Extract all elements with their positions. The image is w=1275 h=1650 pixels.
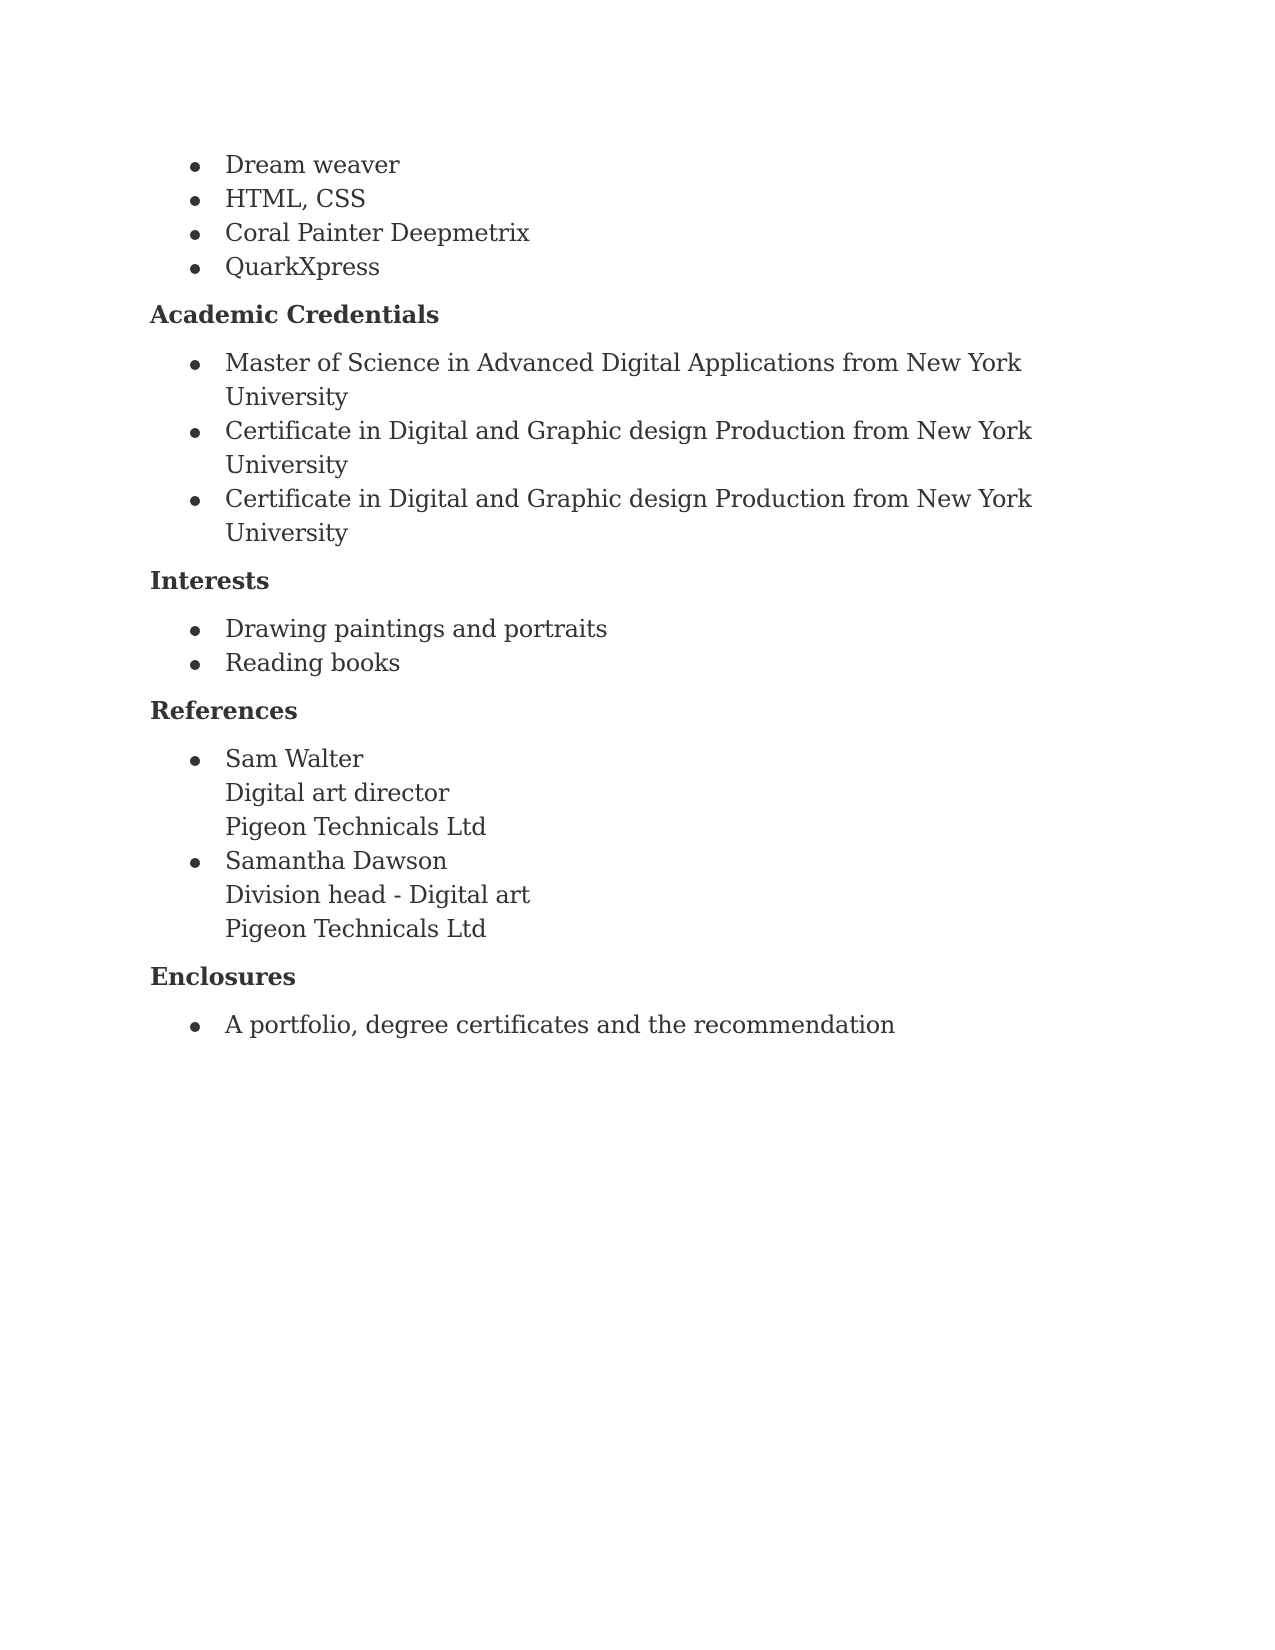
bullet-icon [190,496,200,506]
bullet-icon [190,264,200,274]
reference-company: Pigeon Technicals Ltd [225,915,487,943]
list-item: Certificate in Digital and Graphic design Production from New York University [150,414,1150,482]
enclosures-heading: Enclosures [150,962,296,991]
academic-credentials-heading: Academic Credentials [150,300,440,329]
bullet-icon [190,660,200,670]
references-heading: References [150,696,298,725]
enclosures-list [150,1008,1150,1042]
references-list [150,742,1150,946]
list-item: Reading books [150,646,1150,680]
bullet-icon [190,626,200,636]
bullet-icon [190,360,200,370]
bullet-icon [190,858,200,868]
reference-company: Pigeon Technicals Ltd [225,813,487,841]
bullet-icon [190,162,200,172]
resume-content [150,148,1150,1042]
bullet-icon [190,428,200,438]
list-item: Master of Science in Advanced Digital Applications from New York University [150,346,1150,414]
bullet-icon [190,1022,200,1032]
list-item: QuarkXpress [150,250,1150,284]
reference-title: Division head - Digital art [225,881,530,909]
reference-name: Samantha Dawson [225,847,448,875]
bullet-icon [190,756,200,766]
academic-credentials-list [150,346,1150,550]
software-skills-list [150,148,1150,284]
list-item: Dream weaver [150,148,1150,182]
list-item: Drawing paintings and portraits [150,612,1150,646]
reference-title: Digital art director [225,779,449,807]
reference-item [150,844,1150,946]
reference-name: Sam Walter [225,745,364,773]
bullet-icon [190,230,200,240]
interests-list [150,612,1150,680]
list-item: HTML, CSS [150,182,1150,216]
list-item: Coral Painter Deepmetrix [150,216,1150,250]
reference-item [150,742,1150,844]
interests-heading: Interests [150,566,270,595]
bullet-icon [190,196,200,206]
list-item: A portfolio, degree certificates and the recommendation [150,1008,1150,1042]
list-item: Certificate in Digital and Graphic design Production from New York University [150,482,1150,550]
